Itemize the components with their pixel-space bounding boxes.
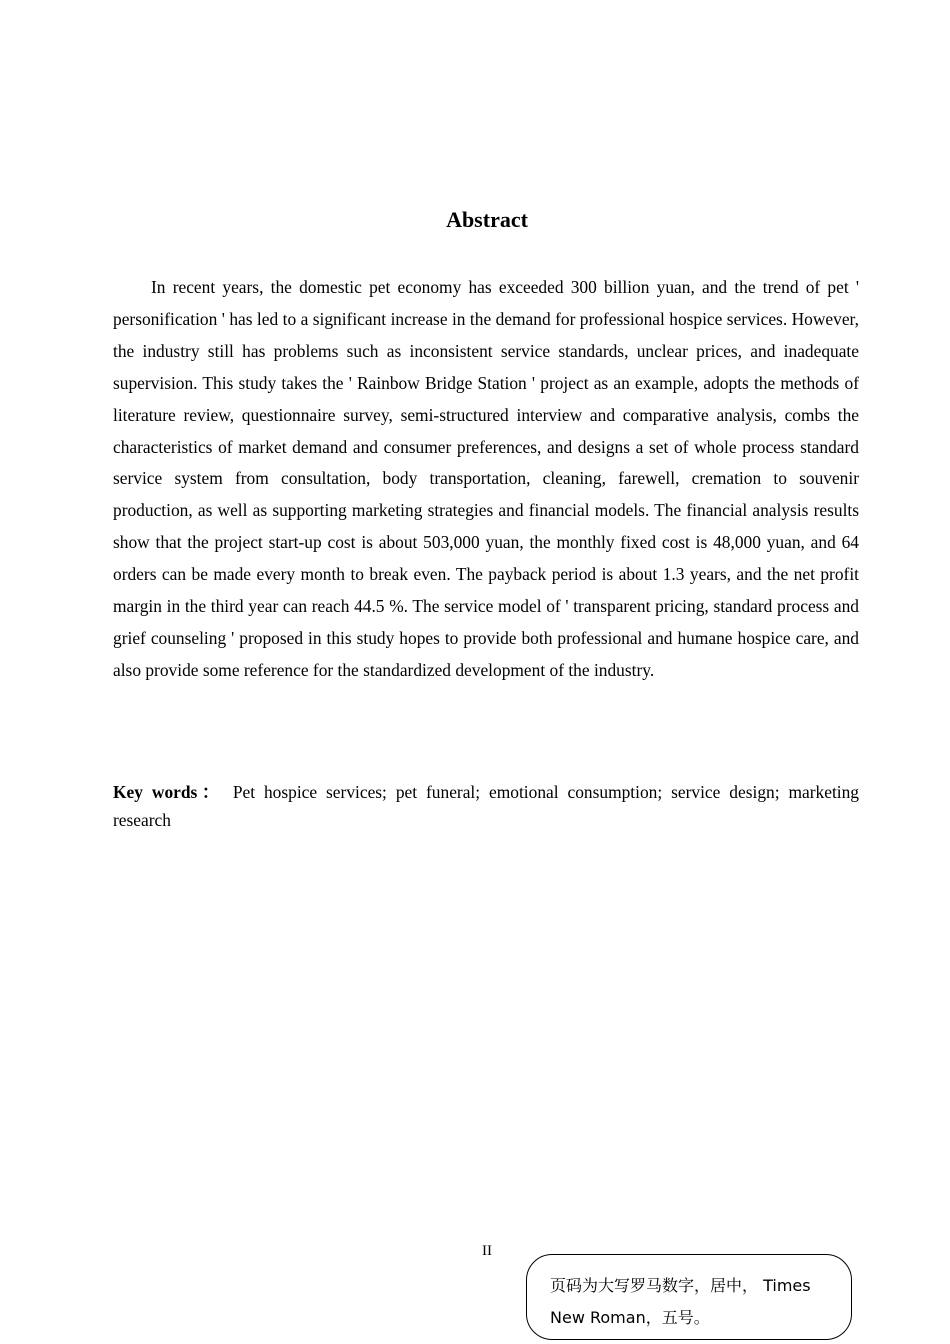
comment-callout (526, 1254, 852, 1340)
callout-text: 页码为大写罗马数字，居中， Times New Roman，五号。 (550, 1276, 811, 1327)
page-number: II (482, 1243, 492, 1259)
abstract-paragraph: In recent years, the domestic pet economy has exceeded 300 billion yuan, and the trend of pet ' personification ' has led to a significant increase in the demand for professional hospice services. However, the industry still has problems such as inconsistent service standards, unclear prices, and inadequate supervision. This study takes the ' Rainbow Bridge Station ' project as an example, adopts the methods of literature review, questionnaire survey, semi-structured interview and comparative analysis, combs the characteristics of market demand and consumer preferences, and designs a set of whole process standard service system from consultation, body transportation, cleaning, farewell, cremation to souvenir production, as well as supporting marketing strategies and financial models. The financial analysis results show that the project start-up cost is about 503,000 yuan, the monthly fixed cost is 48,000 yuan, and 64 orders can be made every month to break even. The payback period is about 1.3 years, and the net profit margin in the third year can reach 44.5 %. The service model of ' transparent pricing, standard process and grief counseling ' proposed in this study hopes to provide both professional and humane hospice care, and also provide some reference for the standardized development of the industry. (113, 277, 859, 680)
keywords-label: Key words： (113, 782, 224, 802)
abstract-title: Abstract (446, 207, 528, 232)
keywords-text: Pet hospice services; pet funeral; emotional consumption; service design; marketing research (113, 782, 859, 830)
keywords-line (113, 778, 859, 834)
